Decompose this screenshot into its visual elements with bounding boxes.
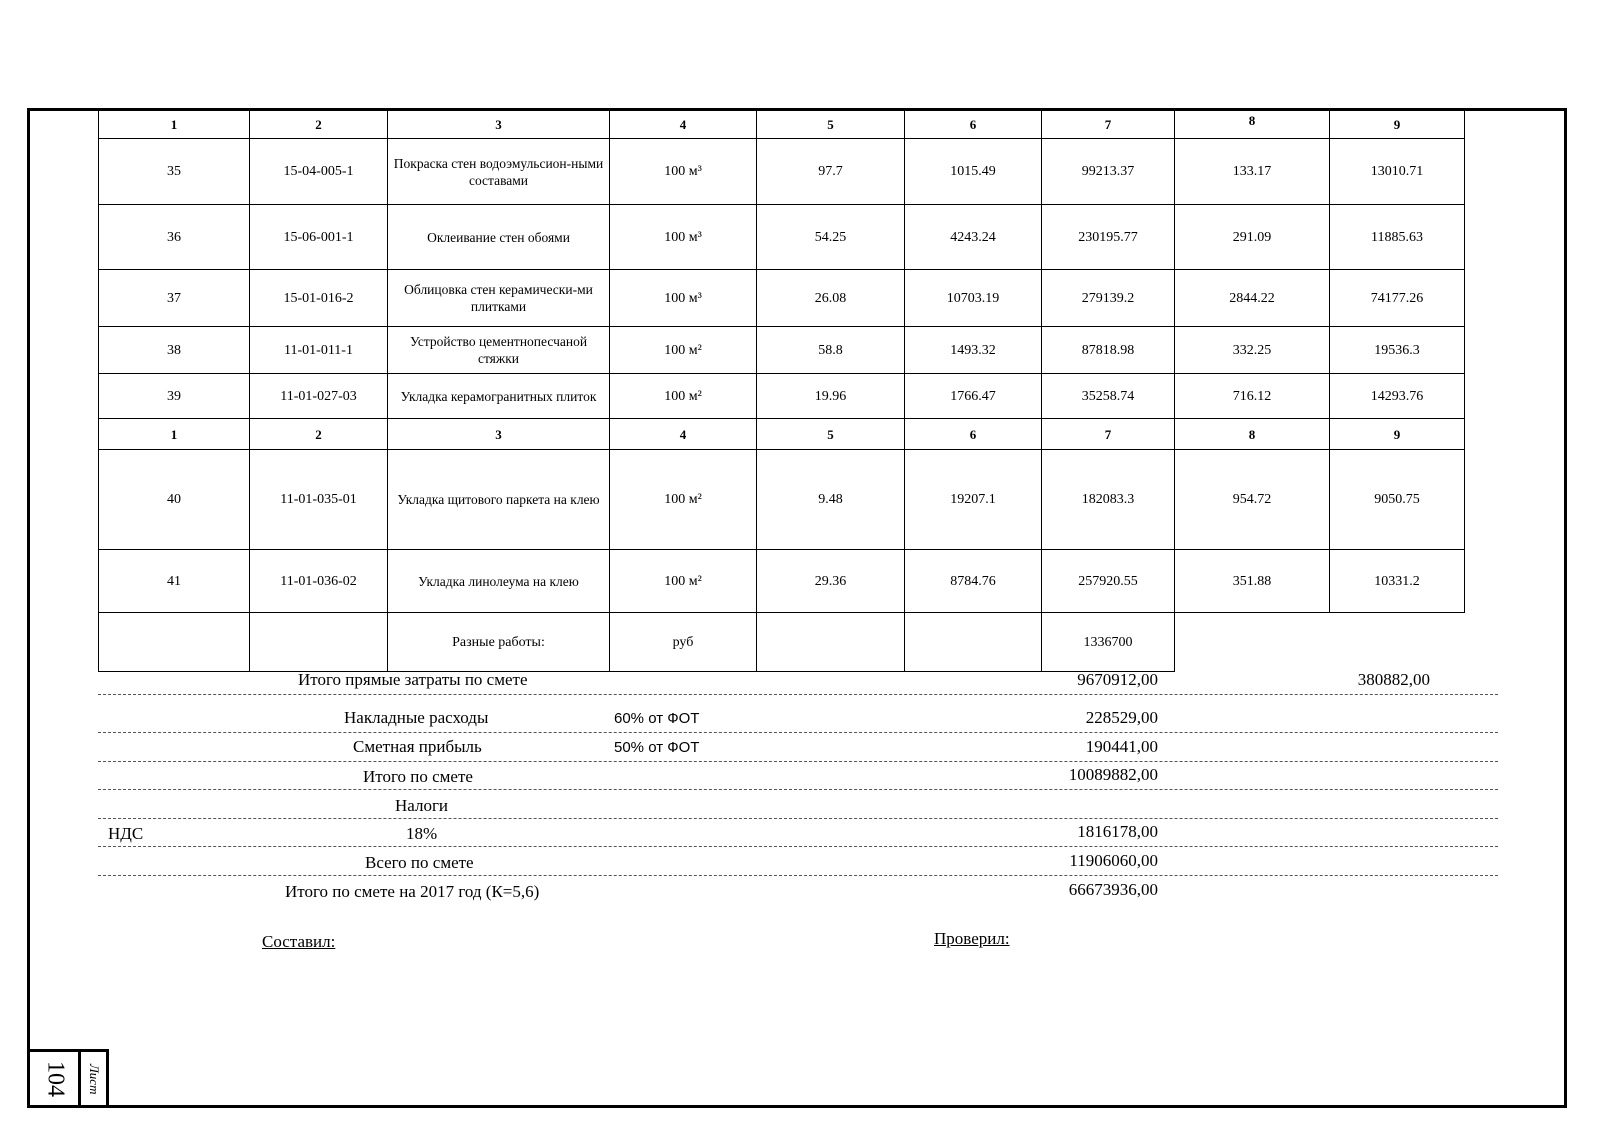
header-cell <box>99 419 250 450</box>
estimate-table <box>98 110 1465 672</box>
table-cell-total: 87818.98 <box>1042 327 1175 374</box>
profit-row <box>98 737 1498 762</box>
header-row <box>99 111 1465 139</box>
header-cell-text: 7 <box>1104 426 1112 442</box>
table-cell-c8: 332.25 <box>1175 327 1330 374</box>
overhead-row <box>98 708 1498 733</box>
overhead-rate: 60% от ФОТ <box>614 710 700 727</box>
sheet-label: Лист <box>87 1063 102 1095</box>
table-cell-c9: 9050.75 <box>1330 450 1465 550</box>
table-cell-c9: 14293.76 <box>1330 374 1465 419</box>
table-cell-n: 38 <box>99 327 250 374</box>
table-cell-c8: 291.09 <box>1175 205 1330 270</box>
subtotal-value: 10089882,00 <box>1068 765 1158 784</box>
table-cell-code: 15-01-016-2 <box>250 270 388 327</box>
table-cell-n: 36 <box>99 205 250 270</box>
table-cell-c8: 133.17 <box>1175 139 1330 205</box>
header-cell <box>250 419 388 450</box>
table-cell-code: 15-04-005-1 <box>250 139 388 205</box>
table-cell-total: 257920.55 <box>1042 550 1175 613</box>
header-cell-text: 6 <box>969 426 977 442</box>
header-cell-text: 9 <box>1393 426 1401 442</box>
table-cell-c9: 10331.2 <box>1330 550 1465 613</box>
table-cell-name: Облицовка стен керамически-ми плитками <box>388 270 610 327</box>
overhead-label: Накладные расходы <box>344 708 489 727</box>
year-total-value: 66673936,00 <box>1068 880 1158 899</box>
table-row <box>99 327 1465 374</box>
sheet-stamp <box>27 1049 109 1108</box>
header-row <box>99 419 1465 450</box>
table-cell-qty: 26.08 <box>757 270 905 327</box>
direct-costs-row <box>98 670 1498 695</box>
header-cell <box>757 111 905 139</box>
table-cell-c8: 716.12 <box>1175 374 1330 419</box>
header-cell <box>610 111 757 139</box>
subtotal-row <box>98 765 1498 790</box>
table-cell-c8: 351.88 <box>1175 550 1330 613</box>
table-cell-c9: 74177.26 <box>1330 270 1465 327</box>
table-cell-price: 8784.76 <box>905 550 1042 613</box>
table-cell-unit: 100 м³ <box>610 205 757 270</box>
table-cell-unit: 100 м³ <box>610 270 757 327</box>
table-cell-qty: 9.48 <box>757 450 905 550</box>
profit-rate: 50% от ФОТ <box>614 739 700 756</box>
header-cell-text: 3 <box>495 117 502 132</box>
misc-unit: руб <box>610 613 757 672</box>
header-cell-text: 2 <box>315 426 322 442</box>
table-cell-n: 37 <box>99 270 250 327</box>
empty-cell <box>1330 613 1465 672</box>
table-cell-total: 230195.77 <box>1042 205 1175 270</box>
header-cell-text: 1 <box>170 117 178 132</box>
table-row <box>99 374 1465 419</box>
table-cell-unit: 100 м² <box>610 327 757 374</box>
header-cell <box>757 419 905 450</box>
profit-label: Сметная прибыль <box>353 737 482 756</box>
table-cell-c9: 19536.3 <box>1330 327 1465 374</box>
table-cell-total: 35258.74 <box>1042 374 1175 419</box>
empty-cell <box>250 613 388 672</box>
table-cell-name: Укладка щитового паркета на клею <box>388 450 610 550</box>
table-row <box>99 205 1465 270</box>
table-cell-c8: 2844.22 <box>1175 270 1330 327</box>
table-cell-qty: 97.7 <box>757 139 905 205</box>
misc-works-row <box>99 613 1465 672</box>
header-cell-text: 3 <box>495 426 502 442</box>
grand-total-row <box>98 851 1498 876</box>
table-cell-price: 19207.1 <box>905 450 1042 550</box>
table-cell-total: 182083.3 <box>1042 450 1175 550</box>
table-cell-name: Покраска стен водоэмульсион-ными составами <box>388 139 610 205</box>
vat-value: 1816178,00 <box>1077 822 1158 841</box>
header-cell <box>99 111 250 139</box>
header-cell-text: 9 <box>1393 117 1401 132</box>
table-cell-name: Укладка керамогранитных плиток <box>388 374 610 419</box>
empty-cell <box>99 613 250 672</box>
compiled-by-label: Составил: <box>262 932 336 951</box>
header-cell-text: 4 <box>679 426 687 442</box>
table-cell-qty: 54.25 <box>757 205 905 270</box>
direct-costs-label: Итого прямые затраты по смете <box>298 670 528 689</box>
direct-costs-total: 9670912,00 <box>1077 670 1158 689</box>
table-cell-price: 1493.32 <box>905 327 1042 374</box>
table-cell-price: 10703.19 <box>905 270 1042 327</box>
profit-value: 190441,00 <box>1085 737 1158 756</box>
subtotal-label: Итого по смете <box>363 767 473 786</box>
sheet-number: 104 <box>42 1061 69 1097</box>
direct-costs-col9: 380882,00 <box>1357 670 1430 689</box>
table-row <box>99 450 1465 550</box>
header-cell-text: 5 <box>827 117 834 132</box>
header-cell <box>250 111 388 139</box>
table-cell-code: 11-01-036-02 <box>250 550 388 613</box>
table-cell-unit: 100 м² <box>610 374 757 419</box>
header-cell <box>1042 111 1175 139</box>
grand-total-value: 11906060,00 <box>1069 851 1158 870</box>
table-cell-n: 41 <box>99 550 250 613</box>
vat-rate: 18% <box>406 824 438 843</box>
header-cell <box>905 419 1042 450</box>
header-cell-text: 5 <box>827 426 834 442</box>
empty-cell <box>905 613 1042 672</box>
header-cell <box>1175 419 1330 450</box>
table-cell-code: 11-01-027-03 <box>250 374 388 419</box>
taxes-row <box>98 794 1498 819</box>
empty-cell <box>1175 613 1330 672</box>
table-cell-name: Устройство цементнопесчаной стяжки <box>388 327 610 374</box>
header-cell-text: 2 <box>315 117 322 132</box>
table-cell-code: 11-01-011-1 <box>250 327 388 374</box>
year-total-label: Итого по смете на 2017 год (К=5,6) <box>285 882 540 901</box>
table-cell-qty: 29.36 <box>757 550 905 613</box>
header-cell <box>1330 419 1465 450</box>
header-cell-text: 8 <box>1248 113 1256 128</box>
table-row <box>99 139 1465 205</box>
table-cell-price: 4243.24 <box>905 205 1042 270</box>
table-cell-total: 279139.2 <box>1042 270 1175 327</box>
table-cell-total: 99213.37 <box>1042 139 1175 205</box>
misc-name: Разные работы: <box>388 613 610 672</box>
table-cell-qty: 19.96 <box>757 374 905 419</box>
table-cell-name: Укладка линолеума на клею <box>388 550 610 613</box>
vat-label: НДС <box>108 824 144 843</box>
table-row <box>99 550 1465 613</box>
table-cell-code: 15-06-001-1 <box>250 205 388 270</box>
table-cell-unit: 100 м² <box>610 550 757 613</box>
header-cell <box>388 111 610 139</box>
table-cell-n: 40 <box>99 450 250 550</box>
stamp-divider <box>78 1052 81 1105</box>
year-total-row <box>98 880 1498 904</box>
overhead-value: 228529,00 <box>1085 708 1158 727</box>
table-cell-n: 35 <box>99 139 250 205</box>
table-cell-n: 39 <box>99 374 250 419</box>
table-cell-code: 11-01-035-01 <box>250 450 388 550</box>
header-cell-text: 6 <box>969 117 977 132</box>
header-cell <box>1175 111 1330 139</box>
header-cell <box>1330 111 1465 139</box>
table-cell-price: 1766.47 <box>905 374 1042 419</box>
header-cell <box>1042 419 1175 450</box>
table-cell-c8: 954.72 <box>1175 450 1330 550</box>
grand-total-label: Всего по смете <box>365 853 474 872</box>
table-cell-c9: 13010.71 <box>1330 139 1465 205</box>
header-cell-text: 7 <box>1104 117 1112 132</box>
table-cell-unit: 100 м² <box>610 450 757 550</box>
vat-row <box>98 822 1498 847</box>
table-row <box>99 270 1465 327</box>
misc-total: 1336700 <box>1042 613 1175 672</box>
table-cell-unit: 100 м³ <box>610 139 757 205</box>
table-cell-name: Оклеивание стен обоями <box>388 205 610 270</box>
empty-cell <box>757 613 905 672</box>
header-cell <box>388 419 610 450</box>
table-cell-qty: 58.8 <box>757 327 905 374</box>
header-cell-text: 8 <box>1248 426 1256 442</box>
header-cell <box>905 111 1042 139</box>
taxes-label: Налоги <box>395 796 449 815</box>
header-cell-text: 1 <box>170 426 178 442</box>
table-cell-price: 1015.49 <box>905 139 1042 205</box>
header-cell <box>610 419 757 450</box>
header-cell-text: 4 <box>679 117 687 132</box>
table-cell-c9: 11885.63 <box>1330 205 1465 270</box>
checked-by-label: Проверил: <box>934 929 1010 948</box>
